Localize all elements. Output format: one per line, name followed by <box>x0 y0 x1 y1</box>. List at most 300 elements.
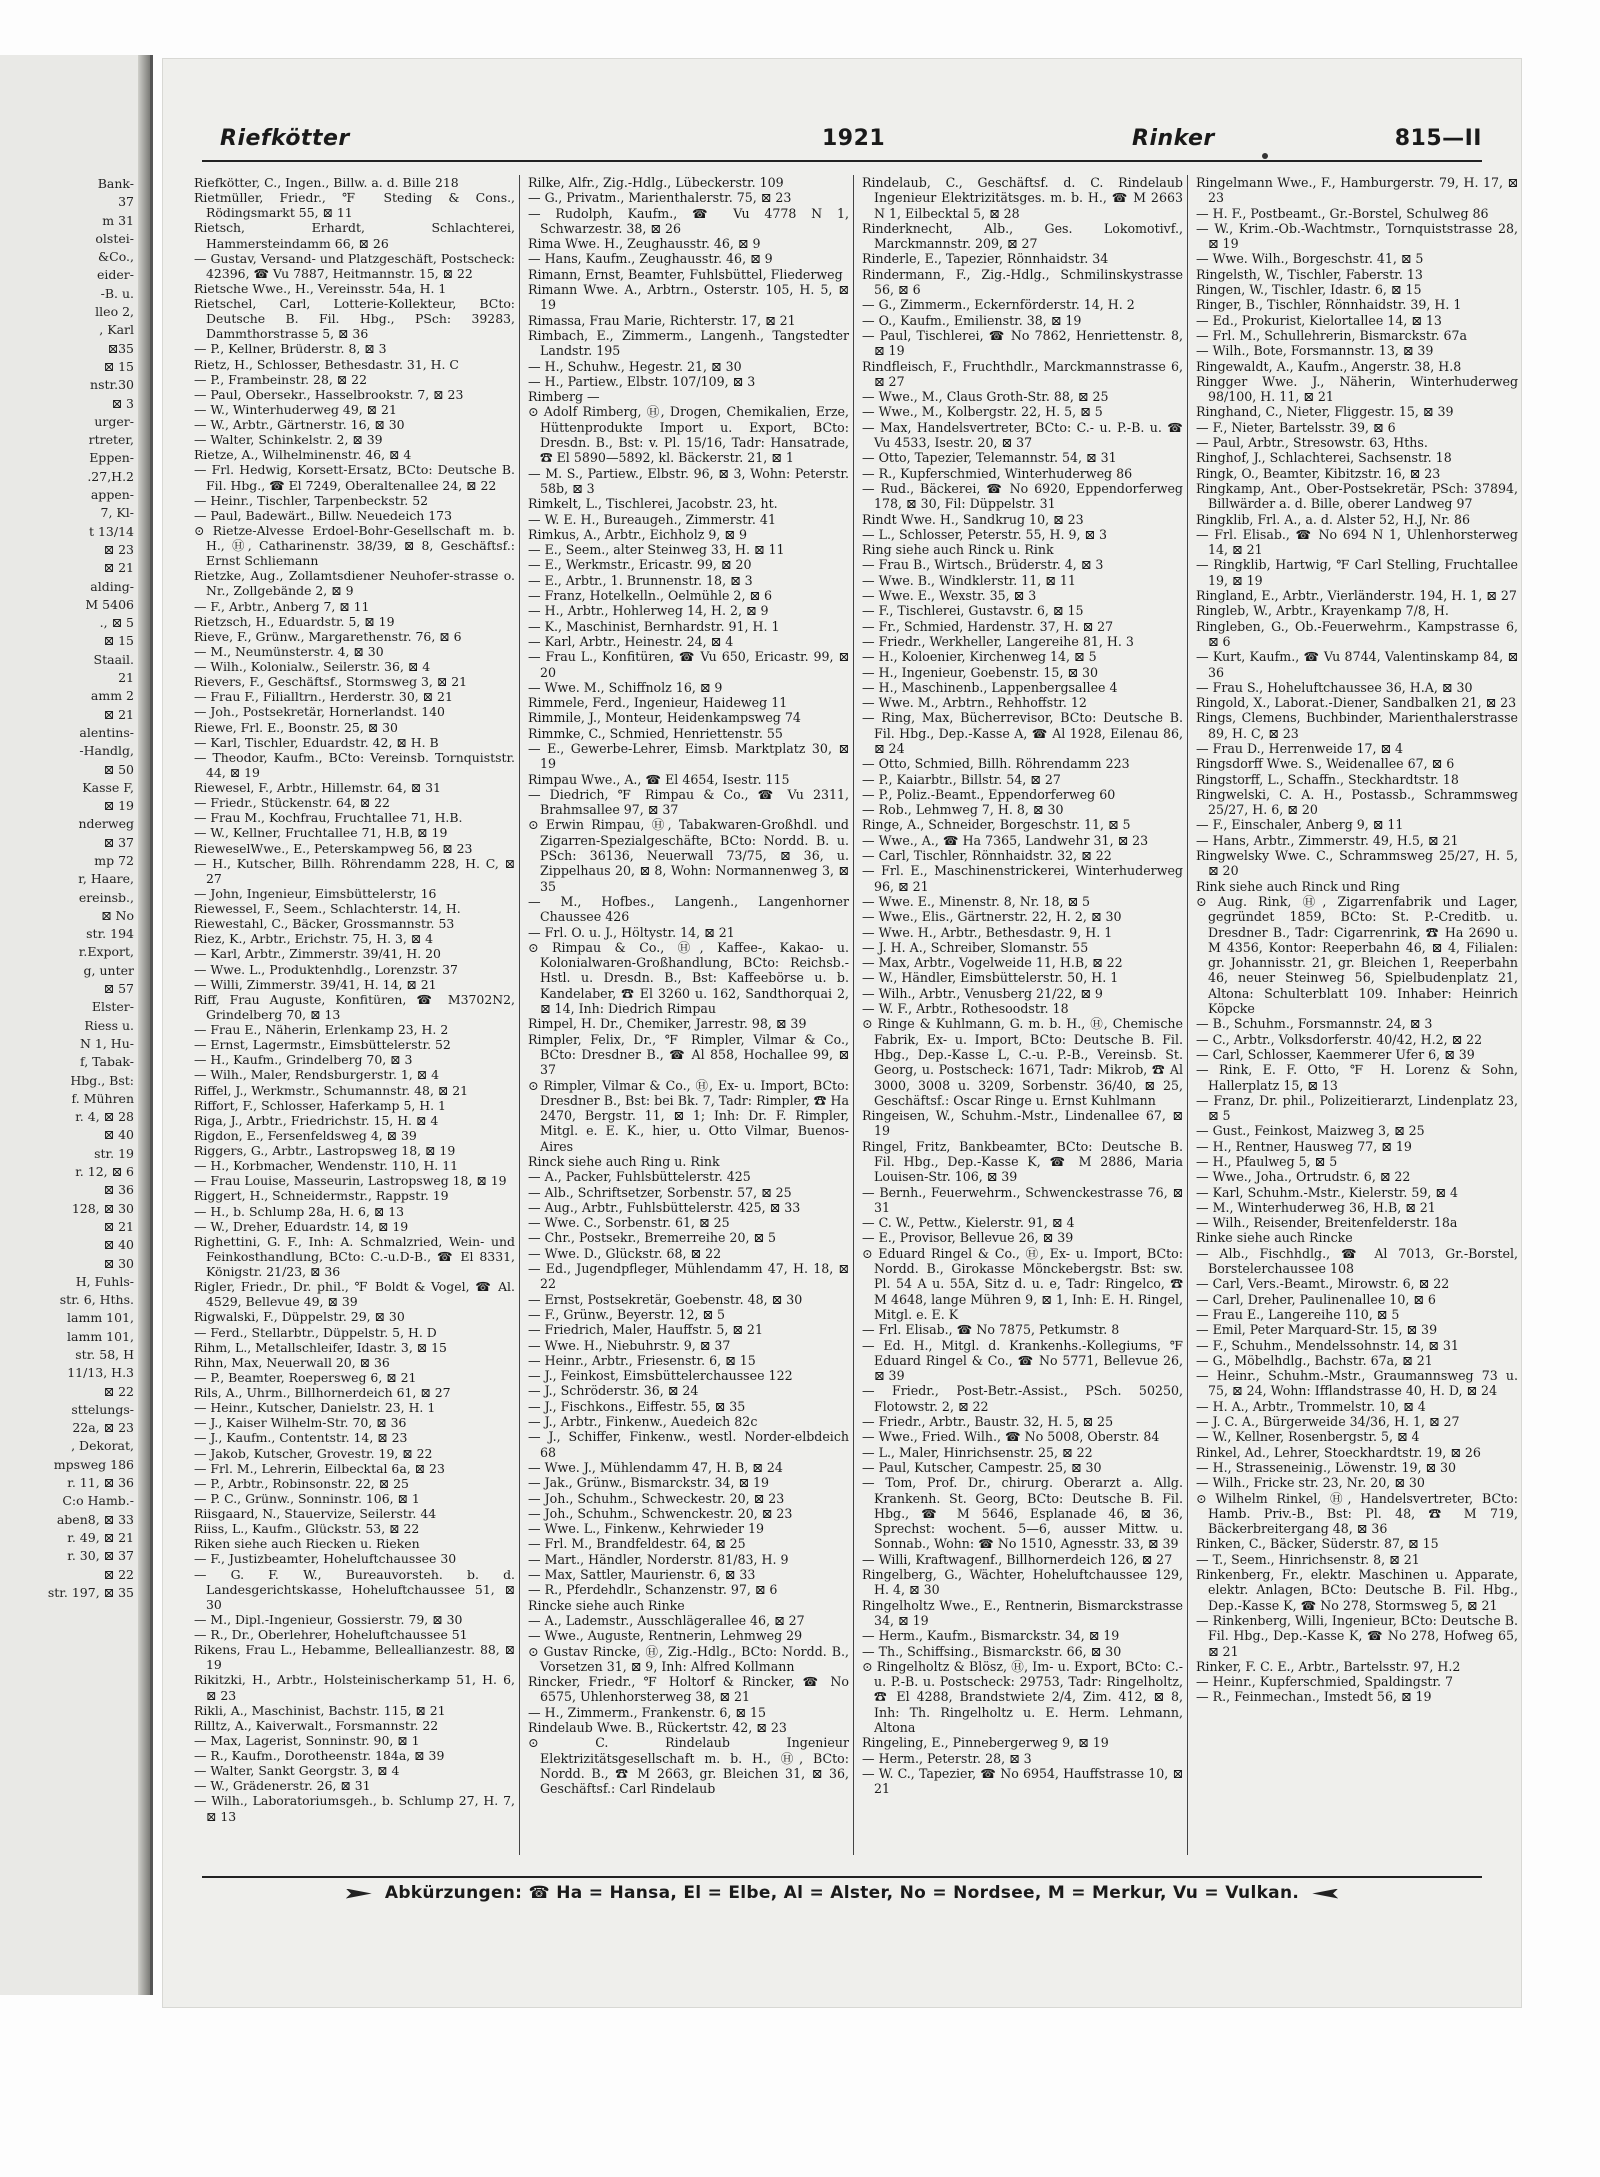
facing-page-line: r. 12, ⊠ 6 <box>75 1164 134 1180</box>
directory-entry: — W. F., Arbtr., Rothesoodstr. 18 <box>862 1001 1069 1017</box>
directory-entry: Rietmüller, Friedr., ℉ Steding & Cons., Rödingsmarkt 55, ⊠ 11 <box>194 190 515 221</box>
directory-entry: — Frau E., Langereihe 110, ⊠ 5 <box>1196 1306 1400 1322</box>
directory-entry: — E., Seem., alter Steinweg 33, H. ⊠ 11 <box>528 542 785 558</box>
directory-entry: — Frl. Elisab., ☎ No 694 N 1, Uhlenhorsterweg 14, ⊠ 21 <box>1196 526 1518 558</box>
facing-page-line: ⊠ 22 <box>103 1383 134 1399</box>
directory-entry: Rigdon, E., Fersenfeldsweg 4, ⊠ 39 <box>194 1127 417 1143</box>
facing-page-line: ⊠ 19 <box>103 798 134 814</box>
directory-entry: ⊙ Rietze-Alvesse Erdoel-Bohr-Gesellschaft m. b. H., Ⓗ, Catharinenstr. 38/39, ⊠ 8, Geschäftsf.: Ernst Schliemann <box>194 522 515 569</box>
directory-entry: — Frau Louise, Masseurin, Lastropsweg 18, ⊠ 19 <box>194 1173 507 1189</box>
directory-entry: — Otto, Tapezier, Telemannstr. 54, ⊠ 31 <box>862 450 1117 466</box>
directory-entry: — H., Koloenier, Kirchenweg 14, ⊠ 5 <box>862 649 1097 665</box>
directory-entry: Rievers, F., Geschäftsf., Stormsweg 3, ⊠ 21 <box>194 674 468 690</box>
directory-entry: Rikens, Frau L., Hebamme, Belleallianzestr. 88, ⊠ 19 <box>194 1642 515 1673</box>
directory-entry: Rindfleisch, F., Fruchthdlr., Marckmannstrasse 6, ⊠ 27 <box>862 358 1183 389</box>
directory-entry: Ringklib, Frl. A., a. d. Alster 52, H.J, Nr. 86 <box>1196 511 1471 527</box>
facing-page-line: ⊠ 40 <box>103 1237 134 1253</box>
directory-entry: — M., Neumünsterstr. 4, ⊠ 30 <box>194 643 384 659</box>
header-first-entry: Riefkötter <box>220 126 350 151</box>
directory-entry: — H., Rentner, Hausweg 77, ⊠ 19 <box>1196 1138 1412 1154</box>
page-gutter <box>138 55 150 1995</box>
page-header <box>202 120 1482 162</box>
directory-entry: — Walter, Schinkelstr. 2, ⊠ 39 <box>194 432 383 448</box>
directory-entry: — Wwe. H., Arbtr., Bethesdastr. 9, H. 1 <box>862 924 1113 940</box>
directory-entry: — J. C. A., Bürgerweide 34/36, H. 1, ⊠ 27 <box>1196 1414 1460 1430</box>
directory-entry: Rindermann, F., Zig.-Hdlg., Schmilinskystrasse 56, ⊠ 6 <box>862 266 1183 298</box>
directory-entry: — Rob., Lehmweg 7, H. 8, ⊠ 30 <box>862 802 1064 818</box>
facing-page-line: m 31 <box>102 212 134 228</box>
facing-page-line: rtreter, <box>88 432 134 448</box>
pointing-hand-icon <box>346 1889 372 1899</box>
directory-entry: Rimann, Ernst, Beamter, Fuhlsbüttel, Fliederweg <box>528 266 843 282</box>
directory-entry: — H., Arbtr., Hohlerweg 14, H. 2, ⊠ 9 <box>528 603 769 619</box>
directory-entry: — Frau S., Hoheluftchaussee 36, H.A, ⊠ 30 <box>1196 679 1473 695</box>
directory-entry: Rimkelt, L., Tischlerei, Jacobstr. 23, ht. <box>528 496 778 512</box>
directory-entry: — Joh., Schuhm., Schwenckestr. 20, ⊠ 23 <box>528 1505 793 1521</box>
directory-entry: — L., Schlosser, Peterstr. 55, H. 9, ⊠ 3 <box>862 526 1108 542</box>
directory-entry: Riewessel, F., Seem., Schlachterstr. 14, H. <box>194 901 461 916</box>
directory-entry: — J., Fischkons., Eiffestr. 55, ⊠ 35 <box>528 1398 746 1414</box>
directory-entry: Rinke siehe auch Rincke <box>1196 1230 1353 1246</box>
facing-page-line: Riess u. <box>84 1017 134 1033</box>
directory-entry: — H., Ingenieur, Goebenstr. 15, ⊠ 30 <box>862 664 1099 680</box>
directory-entry: — P. C., Grünw., Sonninstr. 106, ⊠ 1 <box>194 1490 420 1506</box>
directory-entry: Ringstorff, L., Schaffn., Steckhardtstr. 18 <box>1196 771 1459 787</box>
directory-entry: — Ring, Max, Bücherrevisor, BCto: Deutsche B. Fil. Hbg., Dep.-Kasse A, ☎ Al 1928, Eilenau 86, ⊠ 24 <box>862 710 1183 756</box>
directory-entry: — H., Maschinenb., Lappenbergsallee 4 <box>862 679 1118 695</box>
directory-entry: — A., Lademstr., Ausschlägerallee 46, ⊠ 27 <box>528 1612 805 1628</box>
facing-page-line: urger- <box>94 413 134 429</box>
directory-entry: Ringen, W., Tischler, Idastr. 6, ⊠ 15 <box>1196 282 1422 298</box>
directory-entry: Rigler, Friedr., Dr. phil., ℉ Boldt & Vogel, ☎ Al. 4529, Bellevue 49, ⊠ 39 <box>194 1279 515 1310</box>
directory-entry: — Wwe., Auguste, Rentnerin, Lehmweg 29 <box>528 1628 803 1644</box>
directory-entry: — Rink, E. F. Otto, ℉ H. Lorenz & Sohn, Hallerplatz 15, ⊠ 13 <box>1196 1062 1518 1093</box>
directory-entry: Righettini, G. F., Inh: A. Schmalzried, Wein- und Feinkosthandlung, BCto: C.-u.D-B., ☎ El 8331, Königstr. 21/23, ⊠ 36 <box>194 1233 515 1279</box>
directory-entry: — Frau B., Wirtsch., Brüderstr. 4, ⊠ 3 <box>862 557 1104 573</box>
header-page-number: 815—II <box>1394 126 1482 151</box>
directory-entry: — J., Feinkost, Eimsbüttelerchaussee 122 <box>528 1368 793 1384</box>
directory-entry: — J., Arbtr., Finkenw., Auedeich 82c <box>528 1414 758 1430</box>
directory-entry: Rimmke, C., Schmied, Henriettenstr. 55 <box>528 725 783 741</box>
facing-page-line: r. 4, ⊠ 28 <box>75 1109 134 1125</box>
directory-entry: — Herm., Kaufm., Bismarckstr. 34, ⊠ 19 <box>862 1628 1120 1644</box>
facing-page-line: r.Export, <box>78 944 134 960</box>
facing-page-line: ⊠ 21 <box>103 560 134 576</box>
directory-entry: — H., Zimmerm., Frankenstr. 6, ⊠ 15 <box>528 1704 767 1720</box>
directory-entry: — R., Pferdehdlr., Schanzenstr. 97, ⊠ 6 <box>528 1582 778 1598</box>
directory-entry: Rindelaub, C., Geschäftsf. d. C. Rindelaub Ingenieur Elektrizitätsges. m. b. H., ☎ M 2663 N 1, Eilbecktal 5, ⊠ 28 <box>862 175 1183 221</box>
facing-page-line: ⊠ 23 <box>103 541 134 557</box>
directory-entry: Rieve, F., Grünw., Margarethenstr. 76, ⊠ 6 <box>194 628 462 644</box>
directory-entry: — W., Krim.-Ob.-Wachtmstr., Tornquiststrasse 28, ⊠ 19 <box>1196 220 1518 252</box>
facing-page-line: nstr.30 <box>90 377 134 393</box>
directory-entry: — F., Arbtr., Anberg 7, ⊠ 11 <box>194 598 370 614</box>
directory-entry: — Ferd., Stellarbtr., Düppelstr. 5, H. D <box>194 1324 437 1340</box>
directory-entry: Rinkel, Ad., Lehrer, Stoeckhardtstr. 19, ⊠ 26 <box>1196 1444 1481 1460</box>
directory-entry: Ring siehe auch Rinck u. Rink <box>862 542 1054 558</box>
facing-page-line: str. 194 <box>86 926 134 942</box>
directory-entry: Rihn, Max, Neuerwall 20, ⊠ 36 <box>194 1354 390 1370</box>
directory-entry: Rikli, A., Maschinist, Bachstr. 115, ⊠ 21 <box>194 1702 446 1718</box>
directory-entry: Riga, J., Arbtr., Friedrichstr. 15, H. ⊠ 4 <box>194 1112 439 1128</box>
directory-entry: — Willi, Zimmerstr. 39/41, H. 14, ⊠ 21 <box>194 976 437 992</box>
directory-entry: — G., Zimmerm., Eckernförderstr. 14, H. 2 <box>862 297 1135 313</box>
facing-page-line: M 5406 <box>85 596 134 612</box>
directory-entry: — Wwe. H., Niebuhrstr. 9, ⊠ 37 <box>528 1337 731 1353</box>
ink-speck <box>1262 153 1268 159</box>
directory-entry: Ringkamp, Ant., Ober-Postsekretär, PSch: 37894, Billwärder a. d. Bille, oberer Landweg 97 <box>1196 480 1518 512</box>
facing-page-line: ⊠ 15 <box>103 633 134 649</box>
facing-page-line: ⊠ 21 <box>103 1218 134 1234</box>
directory-entry: Rigwalski, F., Düppelstr. 29, ⊠ 30 <box>194 1309 405 1325</box>
directory-entry: — W., Kellner, Fruchtallee 71, H.B, ⊠ 19 <box>194 825 448 841</box>
column-4 <box>1192 175 1522 1855</box>
directory-entry: Rindt Wwe. H., Sandkrug 10, ⊠ 23 <box>862 511 1084 527</box>
directory-entry: — Wwe. E., Wexstr. 35, ⊠ 3 <box>862 588 1037 604</box>
facing-page-line: 22a, ⊠ 23 <box>72 1420 134 1436</box>
directory-entry: ⊙ Erwin Rimpau, Ⓗ, Tabakwaren-Großhdl. und Zigarren-Spezialgeschäfte, BCto: Nordd. B. u. PSch: 36136, Neuerwall 73/75, ⊠ 36, u. Zippelhaus 20, ⊠ 8, Wohn: Normannenweg 3, ⊠ 35 <box>528 817 849 894</box>
directory-entry: — Wilh., Fricke str. 23, Nr. 20, ⊠ 30 <box>1196 1475 1425 1491</box>
facing-page-line: str. 19 <box>94 1145 134 1161</box>
directory-entry: — H., b. Schlump 28a, H. 6, ⊠ 13 <box>194 1203 405 1219</box>
facing-page-line: ⊠ 22 <box>103 1566 134 1582</box>
directory-entry: Rimkus, A., Arbtr., Eichholz 9, ⊠ 9 <box>528 526 747 542</box>
facing-page-fragment <box>0 55 153 1995</box>
directory-entry: — Wwe. L., Produktenhdlg., Lorenzstr. 37 <box>194 961 458 977</box>
directory-entry: — Gustav, Versand- und Platzgeschäft, Postscheck: 42396, ☎ Vu 7887, Heitmannstr. 15, ⊠ 22 <box>194 250 515 281</box>
directory-entry: — Wwe. E., Minenstr. 8, Nr. 18, ⊠ 5 <box>862 893 1091 909</box>
directory-entry: Rietsch, Erhardt, Schlachterei, Hammersteindamm 66, ⊠ 26 <box>194 220 515 251</box>
directory-entry: Rink siehe auch Rinck und Ring <box>1196 878 1400 894</box>
directory-entry: — T., Seem., Hinrichsenstr. 8, ⊠ 21 <box>1196 1551 1420 1567</box>
facing-page-line: ⊠ 37 <box>103 834 134 850</box>
directory-entry: — J., Kaiser Wilhelm-Str. 70, ⊠ 36 <box>194 1415 407 1431</box>
facing-page-line: Elster- <box>91 999 134 1015</box>
directory-entry: — Frl. M., Schullehrerin, Bismarckstr. 67a <box>1196 327 1468 343</box>
directory-entry: ⊙ Rimpler, Vilmar & Co., Ⓗ, Ex- u. Import, BCto: Dresdner B., Bst: bei Bk. 7, Tadr: Rimpler, ☎ Ha 2470, Bergstr. 11, ⊠ 1; Inh: Dr. F. Rimpler, Mitgl. e. E. K., hier, u. Otto Vilmar, Buenos-Aires <box>528 1077 849 1154</box>
facing-page-line: ⊠ 15 <box>103 358 134 374</box>
directory-entry: — B., Schuhm., Forsmannstr. 24, ⊠ 3 <box>1196 1016 1433 1032</box>
directory-entry: — C., Arbtr., Volksdorferstr. 40/42, H.2, ⊠ 22 <box>1196 1031 1483 1047</box>
facing-page-line: Eppen- <box>89 450 134 466</box>
facing-page-line: ., ⊠ 5 <box>99 615 134 631</box>
directory-entry: Ringold, X., Laborat.-Diener, Sandbalken 21, ⊠ 23 <box>1196 695 1517 711</box>
directory-entry: Rimpel, H. Dr., Chemiker, Jarrestr. 98, ⊠ 39 <box>528 1016 807 1032</box>
directory-entry: Rimberg — <box>528 389 600 405</box>
directory-entry: Ringhand, C., Nieter, Fliggestr. 15, ⊠ 39 <box>1196 404 1454 420</box>
directory-entry: — Joh., Postsekretär, Hornerlandst. 140 <box>194 704 445 720</box>
facing-page-line: C:o Hamb.- <box>62 1493 134 1509</box>
facing-page-line: f. Mühren <box>71 1090 134 1106</box>
directory-entry: — Wilh., Kolonialw., Seilerstr. 36, ⊠ 4 <box>194 659 431 674</box>
facing-page-line: appen- <box>90 487 134 503</box>
directory-entry: Rimpler, Felix, Dr., ℉ Rimpler, Vilmar & Co., BCto: Dresdner B., ☎ Al 858, Hochallee 99, ⊠ 37 <box>528 1031 849 1078</box>
facing-page-line: ereinsb., <box>78 889 134 905</box>
facing-page-line: nderweg <box>78 816 134 832</box>
directory-entry: — Frau E., Näherin, Erlenkamp 23, H. 2 <box>194 1022 449 1037</box>
directory-entry: — Frl. Hedwig, Korsett-Ersatz, BCto: Deutsche B. Fil. Hbg., ☎ El 7249, Oberaltenallee 24, ⊠ 22 <box>194 462 515 493</box>
directory-entry: — Carl, Tischler, Rönnhaidstr. 32, ⊠ 22 <box>862 848 1112 864</box>
directory-entry: — G., Möbelhdlg., Bachstr. 67a, ⊠ 21 <box>1196 1352 1433 1368</box>
directory-entry: — H., Strasseneinig., Löwenstr. 19, ⊠ 30 <box>1196 1459 1457 1475</box>
facing-page-line: alentins- <box>79 724 134 740</box>
directory-entry: ⊙ Wilhelm Rinkel, Ⓗ, Handelsvertreter, BCto: Hamb. Priv.-B., Bst: Pl. 48, ☎ M 719, Bäckerbreitergang 48, ⊠ 36 <box>1196 1490 1518 1537</box>
facing-page-line: lamm 101, <box>67 1328 134 1344</box>
directory-entry: — Paul, Kutscher, Campestr. 25, ⊠ 30 <box>862 1459 1102 1475</box>
directory-entry: Rinderle, E., Tapezier, Rönnhaidstr. 34 <box>862 251 1109 267</box>
directory-entry: — Franz, Dr. phil., Polizeitierarzt, Lindenplatz 23, ⊠ 5 <box>1196 1092 1518 1124</box>
directory-entry: — F., Justizbeamter, Hoheluftchaussee 30 <box>194 1551 457 1567</box>
directory-entry: — H., Kutscher, Billh. Röhrendamm 228, H. C, ⊠ 27 <box>194 855 515 886</box>
directory-entry: — R., Kaufm., Dorotheenstr. 184a, ⊠ 39 <box>194 1748 445 1763</box>
facing-page-line: eider- <box>97 267 134 283</box>
directory-entry: — Heinr., Tischler, Tarpenbeckstr. 52 <box>194 492 429 508</box>
directory-entry: — Wilh., Reisender, Breitenfelderstr. 18a <box>1196 1215 1458 1231</box>
directory-entry: — Theodor, Kaufm., BCto: Vereinsb. Tornquiststr. 44, ⊠ 19 <box>194 749 515 780</box>
directory-entry: — Rud., Bäckerei, ☎ No 6920, Eppendorferweg 178, ⊠ 30, Fil: Düppelstr. 31 <box>862 480 1183 512</box>
facing-page-line: mpsweg 186 <box>53 1456 134 1472</box>
directory-entry: — E., Arbtr., 1. Brunnenstr. 18, ⊠ 3 <box>528 572 753 588</box>
directory-entry: Ringwelski, C. A. H., Postassb., Schrammsweg 25/27, H. 6, ⊠ 20 <box>1196 786 1518 818</box>
facing-page-line: ⊠ 21 <box>103 706 134 722</box>
directory-entry: — Rinkenberg, Willi, Ingenieur, BCto: Deutsche B. Fil. Hbg., Dep.-Kasse K, ☎ No 278, Hofweg 65, ⊠ 21 <box>1196 1612 1518 1659</box>
directory-entry: — H., Pfaulweg 5, ⊠ 5 <box>1196 1154 1338 1169</box>
facing-page-line: 11/13, H.3 <box>67 1365 134 1381</box>
facing-page-line: aben8, ⊠ 33 <box>56 1511 134 1527</box>
directory-entry: — Frau F., Filialltrn., Herderstr. 30, ⊠ 21 <box>194 689 453 705</box>
directory-entry: — Paul, Obersekr., Hasselbrookstr. 7, ⊠ 23 <box>194 386 464 402</box>
facing-page-line: r. 30, ⊠ 37 <box>67 1548 134 1564</box>
facing-page-line: ⊠ 3 <box>111 395 134 411</box>
directory-entry: — Wilh., Laboratoriumsgeh., b. Schlump 27, H. 7, ⊠ 13 <box>194 1793 515 1824</box>
directory-entry: Ringger Wwe. J., Näherin, Winterhuderweg 98/100, H. 11, ⊠ 21 <box>1196 373 1518 405</box>
directory-entry: — Wwe., A., ☎ Ha 7365, Landwehr 31, ⊠ 23 <box>862 832 1149 848</box>
directory-entry: — Friedr., Stückenstr. 64, ⊠ 22 <box>194 795 390 811</box>
directory-entry: — Friedrich, Maler, Hauffstr. 5, ⊠ 21 <box>528 1322 763 1338</box>
directory-entry: — J. H. A., Schreiber, Slomanstr. 55 <box>862 939 1089 955</box>
directory-entry: — P., Kellner, Brüderstr. 8, ⊠ 3 <box>194 341 387 357</box>
directory-entry: Ringhof, J., Schlachterei, Sachsenstr. 18 <box>1196 450 1452 466</box>
directory-entry: — J., Kaufm., Contentstr. 14, ⊠ 23 <box>194 1430 408 1446</box>
directory-entry: Rincker, Friedr., ℉ Holtorf & Rincker, ☎ No 6575, Uhlenhorsterweg 38, ⊠ 21 <box>528 1674 849 1705</box>
directory-entry: Ringleben, G., Ob.-Feuerwehrm., Kampstrasse 6, ⊠ 6 <box>1196 618 1518 649</box>
directory-entry: Riiss, L., Kaufm., Glückstr. 53, ⊠ 22 <box>194 1521 420 1537</box>
facing-page-line: ⊠35 <box>107 340 134 356</box>
directory-entry: Rietsche Wwe., H., Vereinsstr. 54a, H. 1 <box>194 280 447 296</box>
header-last-entry: Rinker <box>1132 126 1215 151</box>
directory-entry: — P., Kaiarbtr., Billstr. 54, ⊠ 27 <box>862 771 1061 787</box>
directory-entry: Rilltz, A., Kaiverwalt., Forsmannstr. 22 <box>194 1717 439 1733</box>
facing-page-line: ⊠ 36 <box>103 1182 134 1198</box>
directory-entry: Rietzke, Aug., Zollamtsdiener Neuhofer-strasse o. Nr., Zollgebände 2, ⊠ 9 <box>194 568 515 599</box>
directory-entry: Rinker, F. C. E., Arbtr., Bartelsstr. 97, H.2 <box>1196 1658 1461 1674</box>
facing-page-line: sttelungs- <box>71 1401 134 1417</box>
facing-page-line: H, Fuhls- <box>75 1273 134 1289</box>
facing-page-line: mp 72 <box>94 852 134 868</box>
directory-entry: — M., Winterhuderweg 36, H.B, ⊠ 21 <box>1196 1199 1436 1215</box>
directory-entry: Rinderknecht, Alb., Ges. Lokomotivf., Marckmannstr. 209, ⊠ 27 <box>862 220 1183 252</box>
directory-entry: — Karl, Schuhm.-Mstr., Kielerstr. 59, ⊠ 4 <box>1196 1184 1459 1200</box>
directory-entry: Ringe, A., Schneider, Borgeschstr. 11, ⊠ 5 <box>862 817 1131 833</box>
directory-entry: — Otto, Schmied, Billh. Röhrendamm 223 <box>862 756 1130 772</box>
directory-entry: — Walter, Sankt Georgstr. 3, ⊠ 4 <box>194 1763 400 1779</box>
facing-page-line: str. 6, Hths. <box>59 1292 134 1308</box>
directory-entry: Riewestahl, C., Bäcker, Grossmannstr. 53 <box>194 916 455 932</box>
directory-entry: — Franz, Hotelkelln., Oelmühle 2, ⊠ 6 <box>528 588 773 604</box>
facing-page-line: Kasse F, <box>82 779 134 795</box>
directory-entry: ⊙ Ringelholtz & Blösz, Ⓗ, Im- u. Export, BCto: C.- u. P.-B. u. Postscheck: 29753, Tadr: Ringelholtz, ☎ El 4288, Brandstwiete 2/4, Zim. 412, ⊠ 8, Inh: Th. Ringelholtz u. E. Herm. Lehmann, Altona <box>862 1658 1183 1735</box>
directory-entry: — Wwe. M., Schiffnolz 16, ⊠ 9 <box>528 679 723 695</box>
directory-entry: — F., Schuhm., Mendelssohnstr. 14, ⊠ 31 <box>1196 1337 1459 1353</box>
facing-page-line: 7, Kl- <box>100 505 134 521</box>
column-2 <box>524 175 854 1855</box>
column-1 <box>190 175 520 1855</box>
directory-entry: — E., Werkmstr., Ericastr. 99, ⊠ 20 <box>528 557 752 573</box>
directory-entry: — P., Beamter, Roepersweg 6, ⊠ 21 <box>194 1369 417 1385</box>
directory-entry: — Heinr., Arbtr., Friesenstr. 6, ⊠ 15 <box>528 1352 756 1368</box>
directory-entry: — Friedr., Arbtr., Baustr. 32, H. 5, ⊠ 25 <box>862 1414 1114 1430</box>
facing-page-line: -Handlg, <box>79 743 134 759</box>
directory-entry: — Kurt, Kaufm., ☎ Vu 8744, Valentinskamp 84, ⊠ 36 <box>1196 649 1518 680</box>
directory-entry: — W., Kellner, Rosenbergstr. 5, ⊠ 4 <box>1196 1429 1420 1445</box>
directory-entry: — Wwe., Elis., Gärtnerstr. 22, H. 2, ⊠ 30 <box>862 909 1122 925</box>
facing-page-line: t 13/14 <box>88 523 134 539</box>
facing-page-line: g, unter <box>83 962 134 978</box>
directory-entry: — Wilh., Maler, Rendsburgerstr. 1, ⊠ 4 <box>194 1067 439 1083</box>
facing-page-line: &Co., <box>98 249 134 265</box>
directory-entry: — F., Einschaler, Anberg 9, ⊠ 11 <box>1196 817 1404 833</box>
directory-entry: Rikitzki, H., Arbtr., Holsteinischerkamp 51, H. 6, ⊠ 23 <box>194 1672 515 1703</box>
directory-entry: Riggert, H., Schneidermstr., Rappstr. 19 <box>194 1188 449 1204</box>
directory-entry: ⊙ Adolf Rimberg, Ⓗ, Drogen, Chemikalien, Erze, Hüttenprodukte Import u. Export, BCto: Dresdn. B., Bst: v. Pl. 15/16, Tadr: Hansatrade, ☎ El 5890—5892, kl. Bäckerstr. 21, ⊠ 1 <box>528 404 849 466</box>
directory-entry: — Carl, Schlosser, Kaemmerer Ufer 6, ⊠ 39 <box>1196 1046 1475 1062</box>
directory-entry: — W., Arbtr., Gärtnerstr. 16, ⊠ 30 <box>194 417 405 432</box>
facing-page-line: 128, ⊠ 30 <box>71 1200 134 1216</box>
directory-entry: — Chr., Postsekr., Bremerreihe 20, ⊠ 5 <box>528 1230 777 1246</box>
facing-page-line: f, Tabak- <box>80 1054 134 1070</box>
directory-entry: Rima Wwe. H., Zeughausstr. 46, ⊠ 9 <box>528 236 761 252</box>
directory-entry: — Willi, Kraftwagenf., Billhornerdeich 126, ⊠ 27 <box>862 1551 1173 1567</box>
directory-entry: Riffort, F., Schlosser, Haferkamp 5, H. 1 <box>194 1097 446 1113</box>
directory-entry: — Max, Sattler, Maurienstr. 6, ⊠ 33 <box>528 1567 756 1583</box>
directory-entry: — H., Partiew., Elbstr. 107/109, ⊠ 3 <box>528 373 756 389</box>
directory-entry: — Paul, Tischlerei, ☎ No 7862, Henriettenstr. 8, ⊠ 19 <box>862 327 1183 359</box>
directory-entry: — Karl, Arbtr., Heinestr. 24, ⊠ 4 <box>528 633 734 649</box>
directory-entry: — Wwe., Fried. Wilh., ☎ No 5008, Oberstr. 84 <box>862 1429 1160 1445</box>
directory-entry: — Wwe., M., Kolbergstr. 22, H. 5, ⊠ 5 <box>862 404 1103 420</box>
facing-page-line: Hbg., Bst: <box>70 1072 134 1088</box>
directory-entry: — E., Provisor, Bellevue 26, ⊠ 39 <box>862 1230 1074 1246</box>
directory-entry: Ringelholtz Wwe., E., Rentnerin, Bismarckstrasse 34, ⊠ 19 <box>862 1597 1183 1628</box>
directory-entry: Rimmele, Ferd., Ingenieur, Haideweg 11 <box>528 695 788 711</box>
directory-entry: — Herm., Peterstr. 28, ⊠ 3 <box>862 1750 1032 1766</box>
directory-entry: — Hans, Kaufm., Zeughausstr. 46, ⊠ 9 <box>528 251 773 267</box>
directory-entry: — L., Maler, Hinrichsenstr. 25, ⊠ 22 <box>862 1444 1093 1460</box>
directory-entry: — H., Kaufm., Grindelberg 70, ⊠ 3 <box>194 1052 413 1068</box>
directory-entry: — Frl. M., Brandfeldestr. 64, ⊠ 25 <box>528 1536 746 1552</box>
directory-entry: Ringelberg, G., Wächter, Hoheluftchaussee 129, H. 4, ⊠ 30 <box>862 1567 1183 1598</box>
directory-entry: — Frau L., Konfitüren, ☎ Vu 650, Ericastr. 99, ⊠ 20 <box>528 649 849 680</box>
directory-entry: Ringland, E., Arbtr., Vierländerstr. 194, H. 1, ⊠ 27 <box>1196 588 1517 604</box>
directory-entry: — Paul, Arbtr., Stresowstr. 63, Hths. <box>1196 435 1428 451</box>
directory-entry: — Mart., Händler, Norderstr. 81/83, H. 9 <box>528 1551 789 1567</box>
facing-page-line: 21 <box>118 670 134 686</box>
facing-page-line: -B. u. <box>100 285 134 301</box>
directory-entry: RieweselWwe., E., Peterskampweg 56, ⊠ 23 <box>194 840 473 856</box>
directory-entry: Rihm, L., Metallschleifer, Idastr. 3, ⊠ 15 <box>194 1339 447 1355</box>
directory-entry: — Karl, Tischler, Eduardstr. 42, ⊠ H. B <box>194 734 439 750</box>
abbreviations-legend: Abkürzungen: ☎ Ha = Hansa, El = Elbe, Al = Alster, No = Nordsee, M = Merkur, Vu = Vulkan. <box>384 1883 1300 1903</box>
facing-page-line: , Dekorat, <box>71 1438 134 1454</box>
directory-entry: Ringelsth, W., Tischler, Faberstr. 13 <box>1196 266 1423 282</box>
directory-entry: Riewesel, F., Arbtr., Hillemstr. 64, ⊠ 31 <box>194 780 441 795</box>
facing-page-line: r. 11, ⊠ 36 <box>67 1475 134 1491</box>
directory-entry: Ringelmann Wwe., F., Hamburgerstr. 79, H. 17, ⊠ 23 <box>1196 175 1518 206</box>
directory-entry: Rinck siehe auch Ring u. Rink <box>528 1154 720 1169</box>
directory-entry: — G. F. W., Bureauvorsteh. b. d. Landesgerichtskasse, Hoheluftchaussee 51, ⊠ 30 <box>194 1566 515 1612</box>
directory-entry: — C. W., Pettw., Kielerstr. 91, ⊠ 4 <box>862 1215 1075 1231</box>
directory-entry: — Carl, Dreher, Paulinenallee 10, ⊠ 6 <box>1196 1291 1436 1307</box>
directory-entry: — Friedr., Post-Betr.-Assist., PSch. 50250, Flotowstr. 2, ⊠ 22 <box>862 1383 1183 1414</box>
facing-page-line: Staail. <box>93 651 134 667</box>
directory-entry: — Hans, Arbtr., Zimmerstr. 49, H.5, ⊠ 21 <box>1196 832 1459 848</box>
directory-entry: Rinken, C., Bäcker, Süderstr. 87, ⊠ 15 <box>1196 1536 1439 1552</box>
directory-entry: — P., Poliz.-Beamt., Eppendorferweg 60 <box>862 786 1116 802</box>
directory-entry: — Heinr., Kupferschmied, Spaldingstr. 7 <box>1196 1674 1454 1690</box>
directory-entry: — W. E. H., Bureaugeh., Zimmerstr. 41 <box>528 511 776 527</box>
directory-entry: Ringk, O., Beamter, Kibitzstr. 16, ⊠ 23 <box>1196 465 1441 481</box>
directory-entry: Rilke, Alfr., Zig.-Hdlg., Lübeckerstr. 109 <box>528 175 784 190</box>
directory-entry: — O., Kaufm., Emilienstr. 38, ⊠ 19 <box>862 312 1082 328</box>
directory-entry: Rinkenberg, Fr., elektr. Maschinen u. Apparate, elektr. Anlagen, BCto: Deutsche B. Fil. Hbg., Dep.-Kasse K, ☎ No 278, Stormsweg 5, ⊠ 21 <box>1196 1567 1518 1613</box>
directory-entry: Rimann Wwe. A., Arbtrn., Osterstr. 105, H. 5, ⊠ 19 <box>528 282 849 313</box>
directory-entry: ⊙ Gustav Rincke, Ⓗ, Zig.-Hdlg., BCto: Nordd. B., Vorsetzen 31, ⊠ 9, Inh: Alfred Kollmann <box>528 1643 849 1674</box>
directory-entry: — Ernst, Postsekretär, Goebenstr. 48, ⊠ 30 <box>528 1291 803 1307</box>
directory-entry: ⊙ Aug. Rink, Ⓗ, Zigarrenfabrik und Lager, gegründet 1859, BCto: St. P.-Creditb. u. Dresdner B., Tadr: Cigarrenrink, ☎ Ha 2690 u. M 4356, Kontor: Reeperbahn 46, ⊠ 4, Filialen: gr. Johannisstr. 21, gr. Bleichen 1, Reeperbahn 46, neuer Steinweg 56, Spielbudenplatz 21, Altona: Schulterblatt 109. Inhaber: Heinrich Köpcke <box>1196 893 1518 1017</box>
directory-entry: — J., Schröderstr. 36, ⊠ 24 <box>528 1383 699 1399</box>
directory-entry: — Carl, Vers.-Beamt., Mirowstr. 6, ⊠ 22 <box>1196 1276 1450 1292</box>
directory-entry: — Max, Lagerist, Sonninstr. 90, ⊠ 1 <box>194 1732 420 1748</box>
facing-page-line: r. 49, ⊠ 21 <box>67 1529 134 1545</box>
directory-entry: — W. C., Tapezier, ☎ No 6954, Hauffstrasse 10, ⊠ 21 <box>862 1765 1183 1797</box>
directory-entry: — Frl. Elisab., ☎ No 7875, Petkumstr. 8 <box>862 1322 1120 1338</box>
directory-entry: ⊙ C. Rindelaub Ingenieur Elektrizitätsgesellschaft m. b. H., Ⓗ, BCto: Nordd. B., ☎ M 2663, gr. Bleichen 31, ⊠ 36, Geschäftsf.: Carl Rindelaub <box>528 1735 849 1797</box>
directory-entry: — W., Dreher, Eduardstr. 14, ⊠ 19 <box>194 1218 409 1234</box>
directory-entry: Riken siehe auch Riecken u. Rieken <box>194 1536 420 1552</box>
facing-page-line: str. 197, ⊠ 35 <box>47 1584 134 1600</box>
directory-entry: Ringleb, W., Arbtr., Krayenkamp 7/8, H. <box>1196 603 1449 619</box>
directory-entry: — Frl. E., Maschinenstrickerei, Winterhuderweg 96, ⊠ 21 <box>862 863 1183 894</box>
directory-entry: Ringer, B., Tischler, Rönnhaidstr. 39, H. 1 <box>1196 297 1462 313</box>
directory-entry: Rings, Clemens, Buchbinder, Marienthalerstrasse 89, H. C, ⊠ 23 <box>1196 710 1518 741</box>
directory-entry: — Frau M., Kochfrau, Fruchtallee 71, H.B. <box>194 810 463 826</box>
directory-entry: — P., Arbtr., Robinsonstr. 22, ⊠ 25 <box>194 1475 409 1491</box>
directory-entry: — M., Hofbes., Langenh., Langenhorner Chaussee 426 <box>528 893 849 925</box>
directory-entry: — Jak., Grünw., Bismarckstr. 34, ⊠ 19 <box>528 1475 770 1491</box>
facing-page-line: str. 58, H <box>75 1347 134 1362</box>
facing-page-line: ⊠ 40 <box>103 1127 134 1143</box>
directory-entry: — F., Tischlerei, Gustavstr. 6, ⊠ 15 <box>862 603 1084 619</box>
directory-entry: Riisgaard, N., Stauervize, Seilerstr. 44 <box>194 1506 437 1521</box>
directory-entry: — Tom, Prof. Dr., chirurg. Oberarzt a. Allg. Krankenh. St. Georg, BCto: Deutsche B. Fil. Hbg., ☎ M 5646, Esplanade 46, ⊠ 36, Sprechst: wochent. 5—6, ausser Mittw. u. Sonnab., Wohn: ☎ No 1510, Agnesstr. 33, ⊠ 39 <box>862 1475 1183 1552</box>
directory-entry: — F., Nieter, Bartelsstr. 39, ⊠ 6 <box>1196 419 1396 435</box>
directory-entry: — W., Winterhuderweg 49, ⊠ 21 <box>194 401 397 417</box>
directory-entry: — H., Schuhw., Hegestr. 21, ⊠ 30 <box>528 358 742 374</box>
facing-page-line: ⊠ 30 <box>103 1255 134 1271</box>
directory-entry: Rindelaub Wwe. B., Rückertstr. 42, ⊠ 23 <box>528 1719 787 1735</box>
directory-page <box>162 58 1522 2008</box>
directory-entry: — Th., Schiffsing., Bismarckstr. 66, ⊠ 30 <box>862 1643 1122 1659</box>
